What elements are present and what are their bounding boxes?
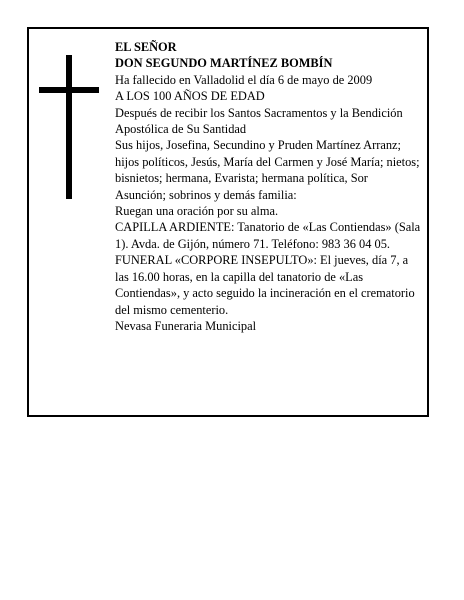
cross-vertical-bar <box>66 55 72 199</box>
deceased-name: DON SEGUNDO MARTÍNEZ BOMBÍN <box>115 56 333 71</box>
age-statement: A LOS 100 AÑOS DE EDAD <box>115 89 265 104</box>
cross-horizontal-bar <box>39 87 99 93</box>
prayer-request: Ruegan una oración por su alma. <box>115 204 279 219</box>
obituary-notice <box>27 27 429 417</box>
funeral-home: Nevasa Funeraria Municipal <box>115 318 257 333</box>
heading-title: EL SEÑOR <box>115 40 177 54</box>
family-list: Sus hijos, Josefina, Secundino y Pruden Martínez Arranz; hijos políticos, Jesús, María del Carmen y José María; nietos; bisnietos; hermana, Evarista; hermana política, Sor Asunción; sobrinos y demás familia: <box>115 138 420 202</box>
sacraments-statement: Después de recibir los Santos Sacramentos y la Bendición Apostólica de Su Santidad <box>115 105 403 137</box>
chapel-info: CAPILLA ARDIENTE: Tanatorio de «Las Contiendas» (Sala 1). Avda. de Gijón, número 71. Teléfono: 983 36 04 05. <box>115 220 421 251</box>
funeral-info: FUNERAL «CORPORE INSEPULTO»: El jueves, día 7, a las 16.00 horas, en la capilla del tanatorio de «Las Contiendas», y acto seguido la incineración en el crematorio del mismo cementerio. <box>115 253 415 317</box>
notice-body <box>115 39 421 334</box>
latin-cross-icon <box>39 55 99 199</box>
death-statement: Ha fallecido en Valladolid el día 6 de mayo de 2009 <box>115 72 373 87</box>
